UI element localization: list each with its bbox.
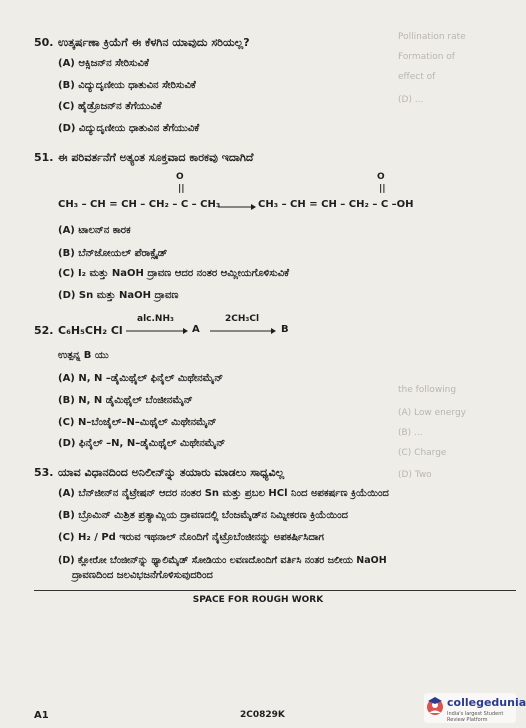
reactant-formula: CH₃ – CH = CH – CH₂ – C – CH₃ bbox=[58, 199, 221, 210]
question-50 bbox=[34, 36, 250, 50]
option-51-a: (A) ಟಾಲನ್‌ನ ಕಾರಕ bbox=[58, 225, 131, 236]
ghost-text: (D) Two bbox=[398, 470, 432, 480]
reaction-arrow-1 bbox=[126, 327, 188, 335]
option-52-b: (B) N, N ಡೈಮಿಥೈಲ್ ಬೆಂಜೀನಮೈನ್ bbox=[58, 395, 193, 406]
reaction-arrow-2 bbox=[210, 327, 276, 335]
reagent-1: alc.NH₃ bbox=[137, 314, 174, 324]
question-number: 52. bbox=[34, 324, 54, 337]
double-bond-right: || bbox=[379, 184, 386, 194]
divider bbox=[34, 590, 516, 591]
option-50-c: (C) ಹೈಡ್ರೊಜನ್‌ನ ತೆಗೆಯುವಿಕೆ bbox=[58, 101, 162, 112]
double-bond-left: || bbox=[178, 184, 185, 194]
option-50-d: (D) ವಿದ್ಯುದೃಣೀಯ ಧಾತುವಿನ ತೆಗೆಯುವಿಕೆ bbox=[58, 123, 200, 134]
option-50-a: (A) ಆಕ್ಸಿಜನ್‌ನ ಸೇರಿಸುವಿಕೆ bbox=[58, 58, 149, 69]
option-53-a: (A) ಬೆನ್‌ಜೀನ್‌ನ ನೈಟ್ರೇಷನ್ ಆದರ ನಂತರ Sn ಮತ್ತು ಪ್ರಬಲ HCl ನಿಂದ ಅಪಕರ್ಷಣ ಕ್ರಿಯೆಯಿಂದ bbox=[58, 488, 389, 499]
question-number: 53. bbox=[34, 466, 54, 479]
option-53-d: (D) ಕ್ಲೋರೋ ಬೆಂಜೀನ್‌ನ್ನು ಥ್ಯಾಲಿಮೈಡ್ ಸೋಡಿಯಂ ಲವಣದೊಂದಿಗೆ ವರ್ತಿಸಿ ನಂತರ ಜಲೀಯ NaOH bbox=[58, 555, 387, 566]
brand-name: collegedunia bbox=[447, 696, 526, 709]
carbonyl-oxygen-right: O bbox=[377, 172, 385, 182]
option-51-c: (C) I₂ ಮತ್ತು NaOH ದ್ರಾವಣ ಆದರ ನಂತರ ಆಮ್ಲೀಯಗೊಳಿಸುವಿಕೆ bbox=[58, 268, 290, 279]
question-text: ಉತ್ಕರ್ಷಣಾ ಕ್ರಿಯೆಗೆ ಈ ಕೆಳಗಿನ ಯಾವುದು ಸರಿಯಲ್ಲ? bbox=[58, 36, 250, 49]
question-52-text: ಉತ್ಪನ್ನ B ಯು bbox=[58, 350, 109, 361]
question-51 bbox=[34, 151, 253, 165]
product-b: B bbox=[281, 324, 289, 335]
option-53-c: (C) H₂ / Pd ಇರುವ ಇಥನಾಲ್ ನೊಂದಿಗೆ ನೈಟ್ರೊಬೆಂಜೀನನ್ನು ಅಪಕರ್ಷಿಸಿದಾಗ bbox=[58, 532, 324, 543]
intermediate-a: A bbox=[192, 324, 200, 335]
ghost-text: (A) Low energy bbox=[398, 408, 466, 418]
question-text: ಯಾವ ವಿಧಾನದಿಂದ ಅನಿಲೀನ್‌ನ್ನು ತಯಾರು ಮಾಡಲು ಸಾಧ್ಯವಿಲ್ಲ bbox=[58, 466, 285, 479]
question-text: ಈ ಪರಿವರ್ತನೆಗೆ ಅತ್ಯಂತ ಸೂಕ್ತವಾದ ಕಾರಕವು ಇದಾಗಿದೆ bbox=[58, 151, 254, 164]
page-label: A1 bbox=[34, 710, 49, 721]
option-51-d: (D) Sn ಮತ್ತು NaOH ದ್ರಾವಣ bbox=[58, 290, 179, 301]
reagent-2: 2CH₃Cl bbox=[225, 314, 260, 324]
option-53-d-continued: ದ್ರಾವಣದಿಂದ ಜಲವಿಭಜನೆಗೊಳಿಸುವುದರಿಂದ bbox=[72, 570, 213, 581]
question-52 bbox=[34, 324, 123, 337]
question-number: 50. bbox=[34, 36, 54, 49]
ghost-text: Formation of bbox=[398, 52, 455, 62]
ghost-text: effect of bbox=[398, 72, 436, 82]
option-50-b: (B) ವಿದ್ಯುದೃಣೀಯ ಧಾತುವಿನ ಸೇರಿಸುವಿಕೆ bbox=[58, 80, 196, 91]
option-52-a: (A) N, N –ಡೈಮಿಥೈಲ್ ಫಿನೈಲ್ ಮಿಥೇನಮೈನ್ bbox=[58, 373, 224, 384]
carbonyl-oxygen-left: O bbox=[176, 172, 184, 182]
ghost-text: the following bbox=[398, 385, 457, 395]
product-formula: CH₃ – CH = CH – CH₂ – C –OH bbox=[258, 199, 414, 210]
rough-work-label: SPACE FOR ROUGH WORK bbox=[192, 595, 324, 605]
paper-code: 2C0829K bbox=[240, 710, 285, 720]
ghost-text: (B) ... bbox=[398, 428, 423, 438]
option-51-b: (B) ಬೆನ್‌ಜೋಯಲ್ ಪೆರಾಕ್ಸೈಡ್ bbox=[58, 248, 168, 259]
brand-tagline: India's largest Student Review Platform bbox=[447, 711, 504, 723]
ghost-text: (D) ... bbox=[398, 95, 424, 105]
option-53-b: (B) ಬ್ರೊಮಿನ್ ಮಿಶ್ರಿತ ಪ್ರತ್ಯಾಮ್ಲಿಯ ದ್ರಾವಣದಲ್ಲಿ ಬೆಂಜಮೈಡ್‌ನ ನಿಮ್ನೀಕರಣ ಕ್ರಿಯೆಯಿಂದ bbox=[58, 510, 349, 521]
option-52-d: (D) ಫಿನೈಲ್ –N, N–ಡೈಮಿಥೈಲ್ ಮಿಥೇನಮೈನ್ bbox=[58, 438, 226, 449]
ghost-text: (C) Charge bbox=[398, 448, 447, 458]
ghost-text: Pollination rate bbox=[398, 32, 466, 42]
start-compound: C₆H₅CH₂ Cl bbox=[58, 324, 123, 337]
question-number: 51. bbox=[34, 151, 54, 164]
question-53 bbox=[34, 466, 284, 480]
option-52-c: (C) N–ಬೆಂಜೈಲ್–N–ಮಿಥೈಲ್ ಮಿಥೇನಮೈನ್ bbox=[58, 417, 217, 428]
reaction-arrow bbox=[218, 203, 256, 211]
